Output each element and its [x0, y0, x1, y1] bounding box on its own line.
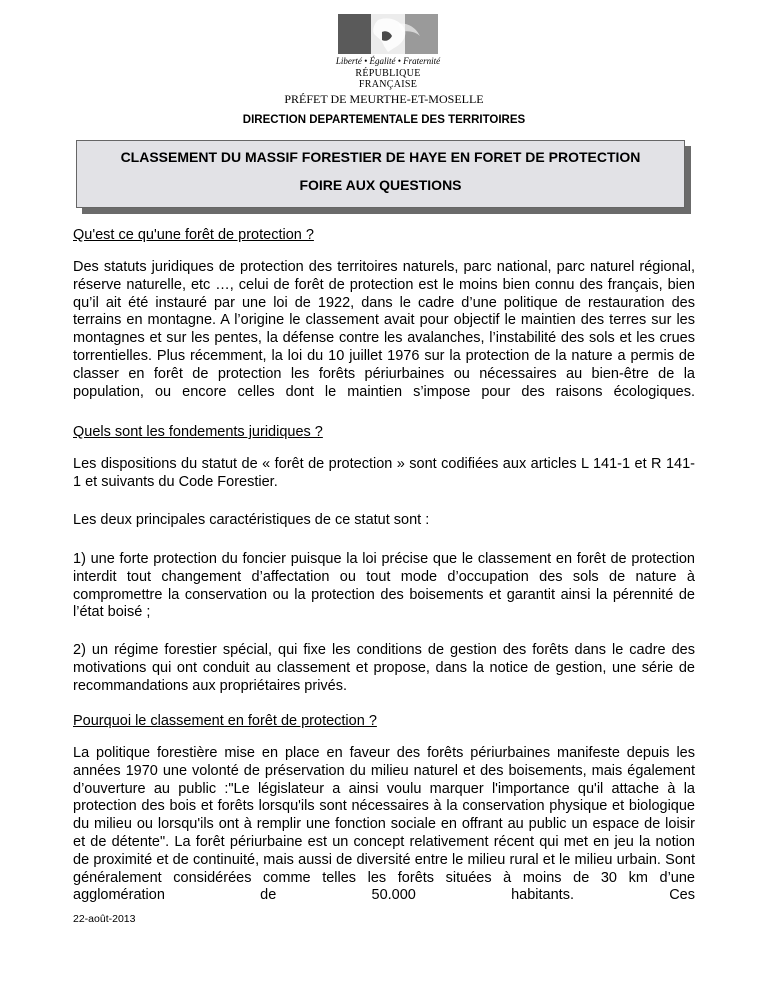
republic-name: RÉPUBLIQUE FRANÇAISE [355, 68, 421, 90]
paragraph: Les deux principales caractéristiques de ce statut sont : [73, 512, 430, 528]
document-title: CLASSEMENT DU MASSIF FORESTIER DE HAYE EN FORET DE PROTECTION [120, 149, 641, 165]
prefecture-name: PRÉFET DE MEURTHE-ET-MOSELLE [284, 92, 484, 106]
section-heading: Qu'est ce qu'une forêt de protection ? [73, 227, 314, 243]
title-box [76, 140, 685, 208]
section-heading: Quels sont les fondements juridiques ? [73, 424, 323, 440]
marianne-icon [338, 14, 438, 54]
paragraph: La politique forestière mise en place en faveur des forêts périurbaines manifeste depuis les années 1970 une volonté de préservation du milieu naturel et des boisements, mais également d’ouverture au public :"Le législateur a ainsi voulu marquer l'importance qu'il attache à la protection des bois et forêts lorsqu'ils sont nécessaires à la conservation physique et biologique du milieu ou lorsqu'ils ont à remplir une fonction sociale en offrant au public un espace de loisir et de détente". La forêt périurbaine est un concept relativement récent qui met en jeu la notion de proximité et de continuité, mais aussi de diversité entre le milieu rural et le milieu urbain. Sont généralement considérées comme telles les forêts situées à moins de 30 km d’une agglomération de 50.000 habitants. Ces [73, 745, 695, 904]
republic-motto: Liberté • Égalité • Fraternité [335, 56, 441, 66]
direction-name: DIRECTION DEPARTEMENTALE DES TERRITOIRES [242, 114, 526, 126]
republique-francaise-logo [326, 14, 446, 90]
footer-date: 22-août-2013 [73, 913, 136, 925]
paragraph: 2) un régime forestier spécial, qui fixe les conditions de gestion des forêts dans le cadre des motivations qui ont conduit au classement et propose, dans la notice de gestion, une série de recommandations aux propriétaires privés. [73, 642, 695, 694]
paragraph: Les dispositions du statut de « forêt de protection » sont codifiées aux articles L 141-1 et R 141-1 et suivants du Code Forestier. [73, 456, 695, 490]
paragraph: 1) une forte protection du foncier puisque la loi précise que le classement en forêt de protection interdit tout changement d’affectation ou tout mode d’occupation des sols de nature à compromettre la conservation ou la protection des boisements et garantit ainsi la pérennité de l’état boisé ; [73, 551, 695, 621]
section-heading: Pourquoi le classement en forêt de protection ? [73, 713, 377, 729]
document-subtitle: FOIRE AUX QUESTIONS [299, 177, 462, 193]
paragraph: Des statuts juridiques de protection des territoires naturels, parc national, parc naturel régional, réserve naturelle, etc …, celui de forêt de protection est le moins bien connu des français, bien qu’il ait été instauré par une loi de 1922, dans le cadre d’une politique de restauration des terrains en montagne. A l’origine le classement avait pour objectif le maintien des terres sur les montagnes et sur les pentes, la défense contre les avalanches, l’instabilité des sols et les crues torrentielles. Plus récemment, la loi du 10 juillet 1976 sur la protection de la nature a permis de classer en forêt de protection les forêts périurbaines ou nécessaires au bien-être de la population, ou encore celles dont le maintien s’impose pour des raisons écologiques. [73, 259, 695, 400]
